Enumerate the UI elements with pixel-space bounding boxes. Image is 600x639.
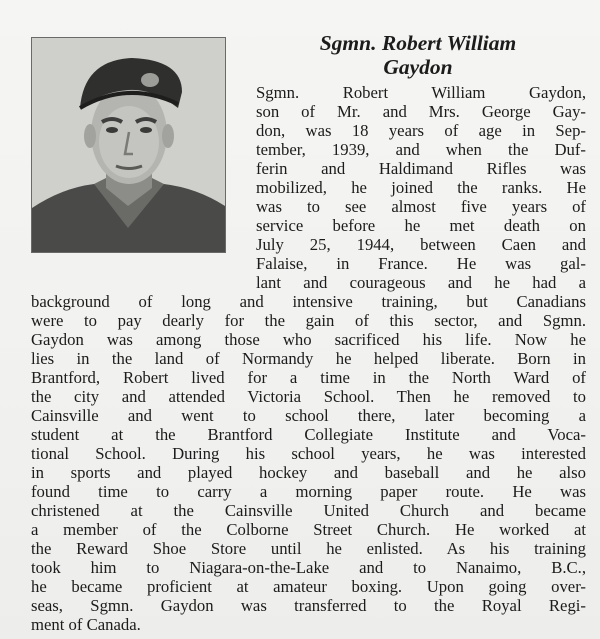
body-line: Gaydon was among those who sacrificed his life. Now he	[31, 330, 586, 349]
body-line: a member of the Colborne Street Church. He worked at	[31, 520, 586, 539]
body-line: in sports and played hockey and baseball and he also	[31, 463, 586, 482]
body-line: lies in the land of Normandy he helped liberate. Born in	[31, 349, 586, 368]
body-line: service before he met death on	[256, 216, 586, 235]
body-line: ferin and Haldimand Rifles was	[256, 159, 586, 178]
body-line: found time to carry a morning paper route. He was	[31, 482, 586, 501]
body-line: Falaise, in France. He was gal-	[256, 254, 586, 273]
article-title-line-2: Gaydon	[383, 55, 453, 79]
body-line: tember, 1939, and when the Duf-	[256, 140, 586, 159]
body-line: Brantford, Robert lived for a time in the North Ward of	[31, 368, 586, 387]
body-line: Sgmn. Robert William Gaydon,	[256, 83, 586, 102]
body-line: was to see almost five years of	[256, 197, 586, 216]
body-line-last: ment of Canada.	[31, 615, 141, 634]
body-line: christened at the Cainsville United Church and became	[31, 501, 586, 520]
body-line: took him to Niagara-on-the-Lake and to Nanaimo, B.C.,	[31, 558, 586, 577]
body-line: the Reward Shoe Store until he enlisted. As his training	[31, 539, 586, 558]
portrait-photo	[31, 37, 226, 253]
body-line: Cainsville and went to school there, later becoming a	[31, 406, 586, 425]
body-line: lant and courageous and he had a	[256, 273, 586, 292]
body-line: background of long and intensive training, but Canadians	[31, 292, 586, 311]
article-title-line-1: Sgmn. Robert William	[319, 31, 517, 55]
body-line: seas, Sgmn. Gaydon was transferred to the Royal Regi-	[31, 596, 586, 615]
body-line: tional School. During his school years, he was interested	[31, 444, 586, 463]
body-line: mobilized, he joined the ranks. He	[256, 178, 586, 197]
body-line: student at the Brantford Collegiate Institute and Voca-	[31, 425, 586, 444]
body-line: July 25, 1944, between Caen and	[256, 235, 586, 254]
body-line: son of Mr. and Mrs. George Gay-	[256, 102, 586, 121]
body-line: were to pay dearly for the gain of this sector, and Sgmn.	[31, 311, 586, 330]
body-line: the city and attended Victoria School. Then he removed to	[31, 387, 586, 406]
body-line: don, was 18 years of age in Sep-	[256, 121, 586, 140]
body-line: he became proficient at amateur boxing. Upon going over-	[31, 577, 586, 596]
